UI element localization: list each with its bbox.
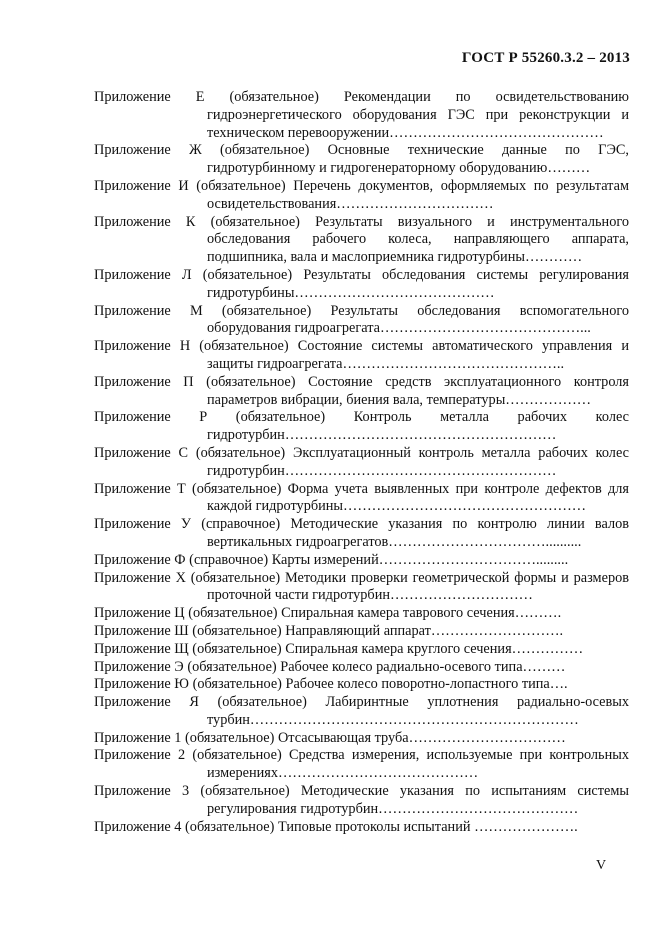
toc-entry[interactable]: Приложение Ж (обязательное) Основные технические данные по ГЭС, гидротурбинному и гидрогенераторному оборудованию……… [94,142,629,177]
toc-entry[interactable]: Приложение 4 (обязательное) Типовые протоколы испытаний …………………. [94,818,578,835]
toc-entry[interactable]: Приложение 3 (обязательное) Методические указания по испытаниям системы регулирования гидротурбин…………………………………… [94,783,629,817]
page-number: V [596,858,607,873]
toc-entry[interactable]: Приложение Э (обязательное) Рабочее колесо радиально-осевого типа……… [94,658,566,675]
toc-entry[interactable]: Приложение Х (обязательное) Методики проверки геометрической формы и размеров проточной части гидротурбин………………………… [94,569,629,604]
table-of-contents [94,89,629,836]
toc-entry[interactable]: Приложение М (обязательное) Результаты обследования вспомогательного оборудования гидроагрегата……………………………………... [94,302,629,337]
document-header: ГОСТ Р 55260.3.2 – 2013 [461,50,630,66]
toc-entry[interactable]: Приложение Е (обязательное) Рекомендации по освидетельствованию гидроэнергетического оборудования ГЭС при реконструкции и техническом перевооружении……………………………………… [94,89,629,141]
toc-entry[interactable]: Приложение К (обязательное) Результаты визуального и инструментального обследования рабочего колеса, направляющего аппарата, подшипника, вала и маслоприемника гидротурбины………… [94,213,629,266]
toc-entry[interactable]: Приложение 2 (обязательное) Средства измерения, используемые при контрольных измерениях…………………………………… [94,747,629,782]
toc-entry[interactable]: Приложение У (справочное) Методические указания по контролю линии валов вертикальных гидроагрегатов…………………………….......... [94,516,629,550]
toc-entry[interactable]: Приложение Т (обязательное) Форма учета выявленных при контроле дефектов для каждой гидротурбины…………………………………………… [94,480,629,515]
toc-entry[interactable]: Приложение Ш (обязательное) Направляющий аппарат………………………. [94,622,564,639]
toc-entry[interactable]: Приложение Щ (обязательное) Спиральная камера круглого сечения…………… [94,640,584,657]
toc-entry[interactable]: Приложение Я (обязательное) Лабиринтные уплотнения радиально-осевых турбин…………………………………………………………… [94,694,629,728]
toc-entry[interactable]: Приложение Н (обязательное) Состояние системы автоматического управления и защиты гидроагрегата……………………………………….. [94,338,629,372]
toc-entry[interactable]: Приложение Л (обязательное) Результаты обследования системы регулирования гидротурбины…………………………………… [94,266,629,301]
toc-entry[interactable]: Приложение 1 (обязательное) Отсасывающая труба…………………………… [94,729,566,746]
toc-entry[interactable]: Приложение Ф (справочное) Карты измерений……………………………......... [94,551,569,568]
toc-entry[interactable]: Приложение Ю (обязательное) Рабочее колесо поворотно-лопастного типа…. [94,676,568,693]
toc-entry[interactable]: Приложение П (обязательное) Состояние средств эксплуатационного контроля параметров вибрации, биения вала, температуры……………… [94,373,629,408]
toc-entry[interactable]: Приложение Ц (обязательное) Спиральная камера таврового сечения………. [94,605,562,622]
toc-entry[interactable]: Приложение Р (обязательное) Контроль металла рабочих колес гидротурбин………………………………………………… [94,409,629,444]
toc-entry[interactable]: Приложение И (обязательное) Перечень документов, оформляемых по результатам освидетельствования…………………………… [94,177,629,212]
toc-entry[interactable]: Приложение С (обязательное) Эксплуатационный контроль металла рабочих колес гидротурбин………………………………………………… [94,444,629,479]
